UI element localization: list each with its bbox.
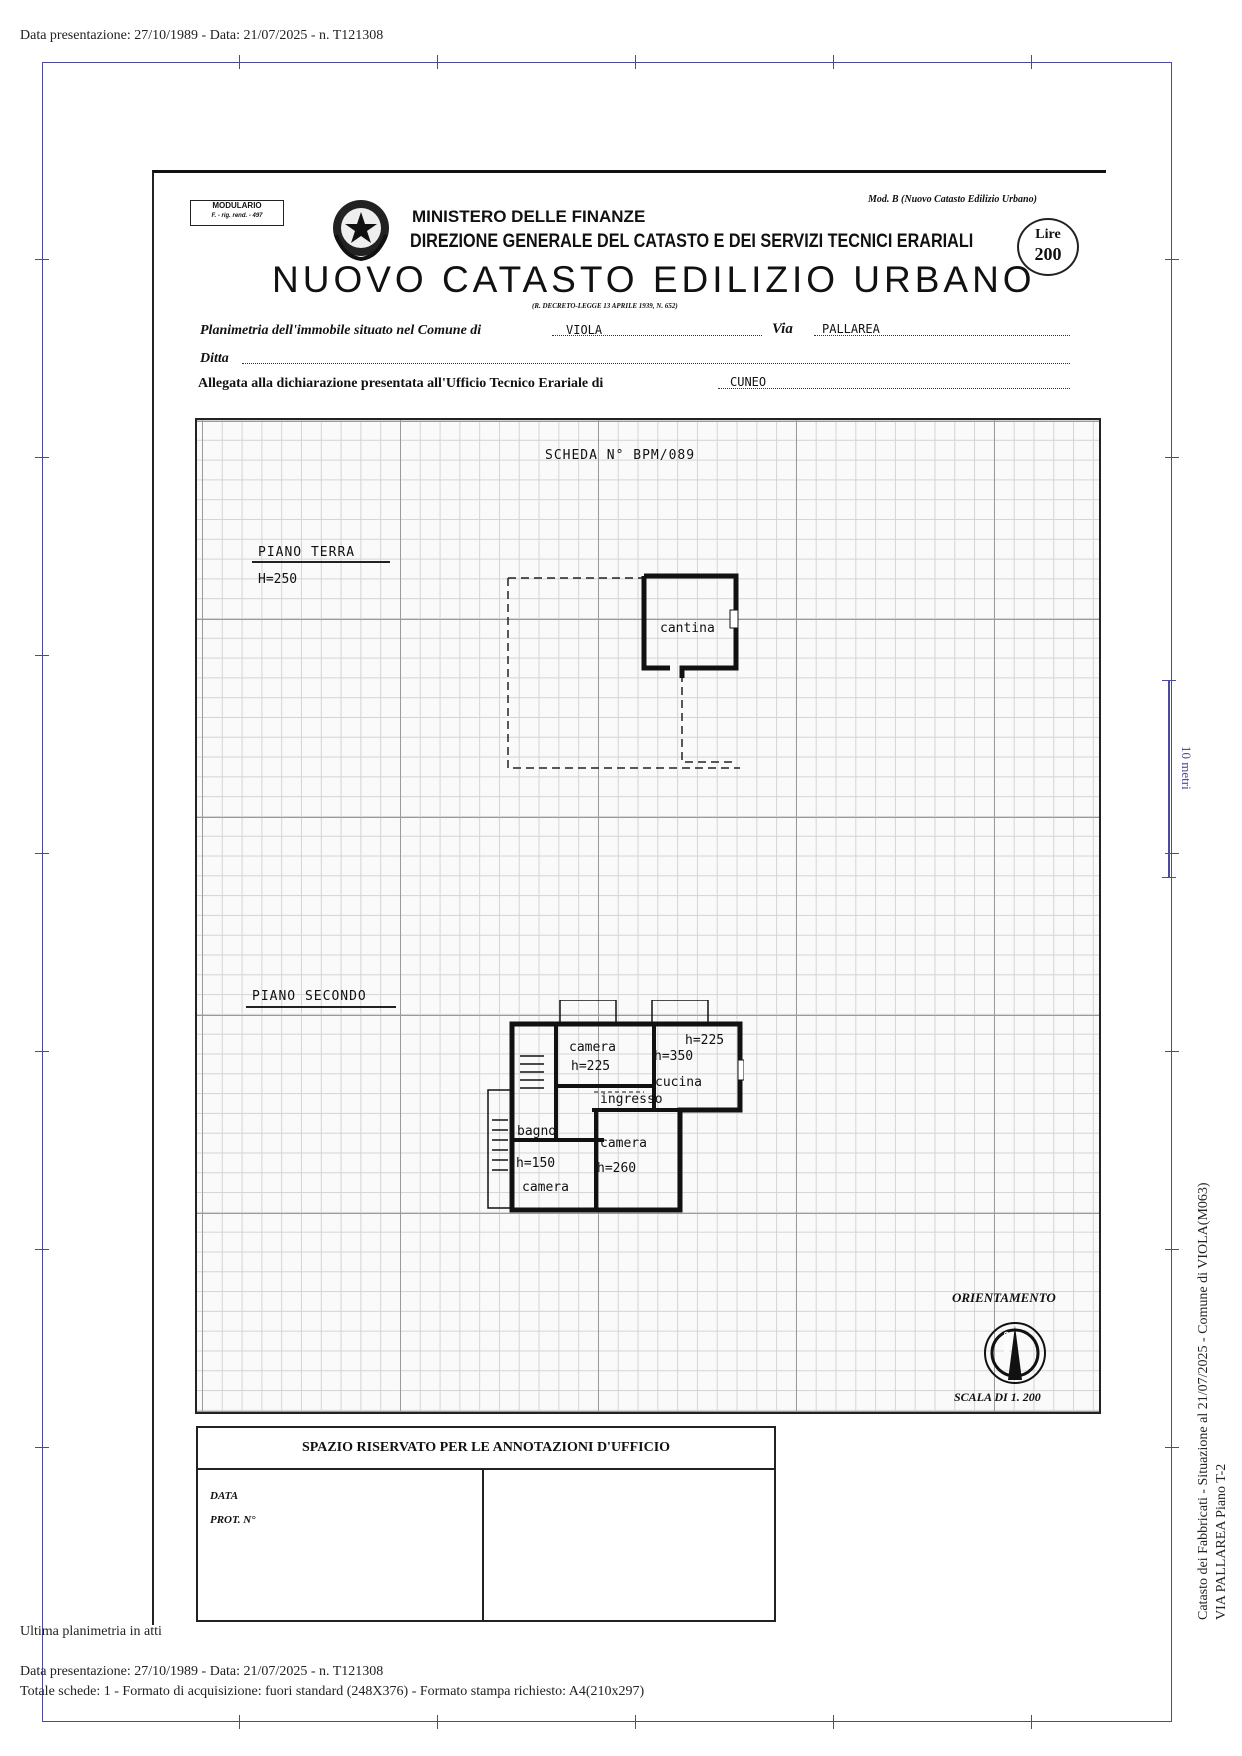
lire-stamp: Lire 200 [1017, 218, 1079, 276]
mod-b-label: Mod. B (Nuovo Catasto Edilizio Urbano) [868, 194, 1037, 205]
notes-data-label: DATA [210, 1490, 239, 1502]
office-notes-box [196, 1426, 776, 1622]
room-height: h=150 [516, 1156, 556, 1171]
room-height: h=225 [685, 1033, 725, 1048]
scale-bar-label: 10 metri [1179, 746, 1194, 790]
footer-info-1: Data presentazione: 27/10/1989 - Data: 21/07/2025 - n. T121308 [20, 1664, 384, 1679]
room-label-bagno: bagno [517, 1124, 557, 1139]
modulario-box: MODULARIO F. - rig. rend. - 497 [190, 200, 284, 226]
orientamento-label: ORIENTAMENTO [952, 1290, 1056, 1305]
north-arrow-icon [982, 1320, 1048, 1386]
room-label-ingresso: ingresso [600, 1092, 663, 1107]
ground-floor-plan [500, 570, 750, 770]
nord-label: NORD [1004, 1331, 1011, 1352]
ultima-planimetria: Ultima planimetria in atti [20, 1624, 162, 1639]
scheda-number: SCHEDA N° BPM/089 [545, 448, 696, 463]
room-label-camera: camera [569, 1040, 616, 1055]
via-value: PALLAREA [822, 322, 880, 336]
room-label-camera: camera [522, 1180, 569, 1195]
nceu-title: NUOVO CATASTO EDILIZIO URBANO [272, 259, 1036, 300]
ministry-title: MINISTERO DELLE FINANZE [412, 207, 646, 226]
planimetria-label: Planimetria dell'immobile situato nel Comune di [200, 323, 482, 338]
comune-value: VIOLA [566, 323, 603, 337]
cantina-label: cantina [660, 621, 715, 636]
piano-secondo-label: PIANO SECONDO [252, 989, 367, 1004]
ufficio-value: CUNEO [730, 375, 767, 389]
via-label: Via [772, 321, 793, 337]
scale-bar [1168, 680, 1170, 878]
side-info-1: Catasto dei Fabbricati - Situazione al 21/07/2025 - Comune di VIOLA(M063) [1196, 1182, 1211, 1620]
room-label-cucina: cucina [655, 1075, 702, 1090]
h-terra-label: H=250 [258, 572, 298, 587]
notes-title: SPAZIO RISERVATO PER LE ANNOTAZIONI D'UFFICIO [301, 1440, 671, 1455]
allegata-label: Allegata alla dichiarazione presentata all'Ufficio Tecnico Erariale di [198, 376, 604, 391]
republic-emblem-icon [330, 195, 392, 261]
room-height: h=260 [597, 1161, 637, 1176]
scala-label: SCALA DI 1. 200 [954, 1390, 1041, 1404]
side-info-2: VIA PALLAREA Piano T-2 [1214, 1463, 1229, 1620]
ditta-label: Ditta [200, 351, 229, 366]
room-height: h=225 [571, 1059, 611, 1074]
plan-grid [195, 418, 1101, 1414]
notes-prot-label: PROT. N° [210, 1514, 256, 1526]
room-height: h=350 [654, 1049, 694, 1064]
piano-terra-label: PIANO TERRA [258, 545, 356, 560]
room-label-camera: camera [600, 1136, 647, 1151]
footer-info-2: Totale schede: 1 - Formato di acquisizione: fuori standard (248X376) - Formato stampa richiesto: A4(210x297) [20, 1684, 645, 1699]
decree-label: (R. DECRETO-LEGGE 13 APRILE 1939, N. 652) [532, 302, 678, 310]
header-info: Data presentazione: 27/10/1989 - Data: 21/07/2025 - n. T121308 [20, 28, 384, 43]
direzione-title: DIREZIONE GENERALE DEL CATASTO E DEI SERVIZI TECNICI ERARIALI [410, 230, 974, 252]
